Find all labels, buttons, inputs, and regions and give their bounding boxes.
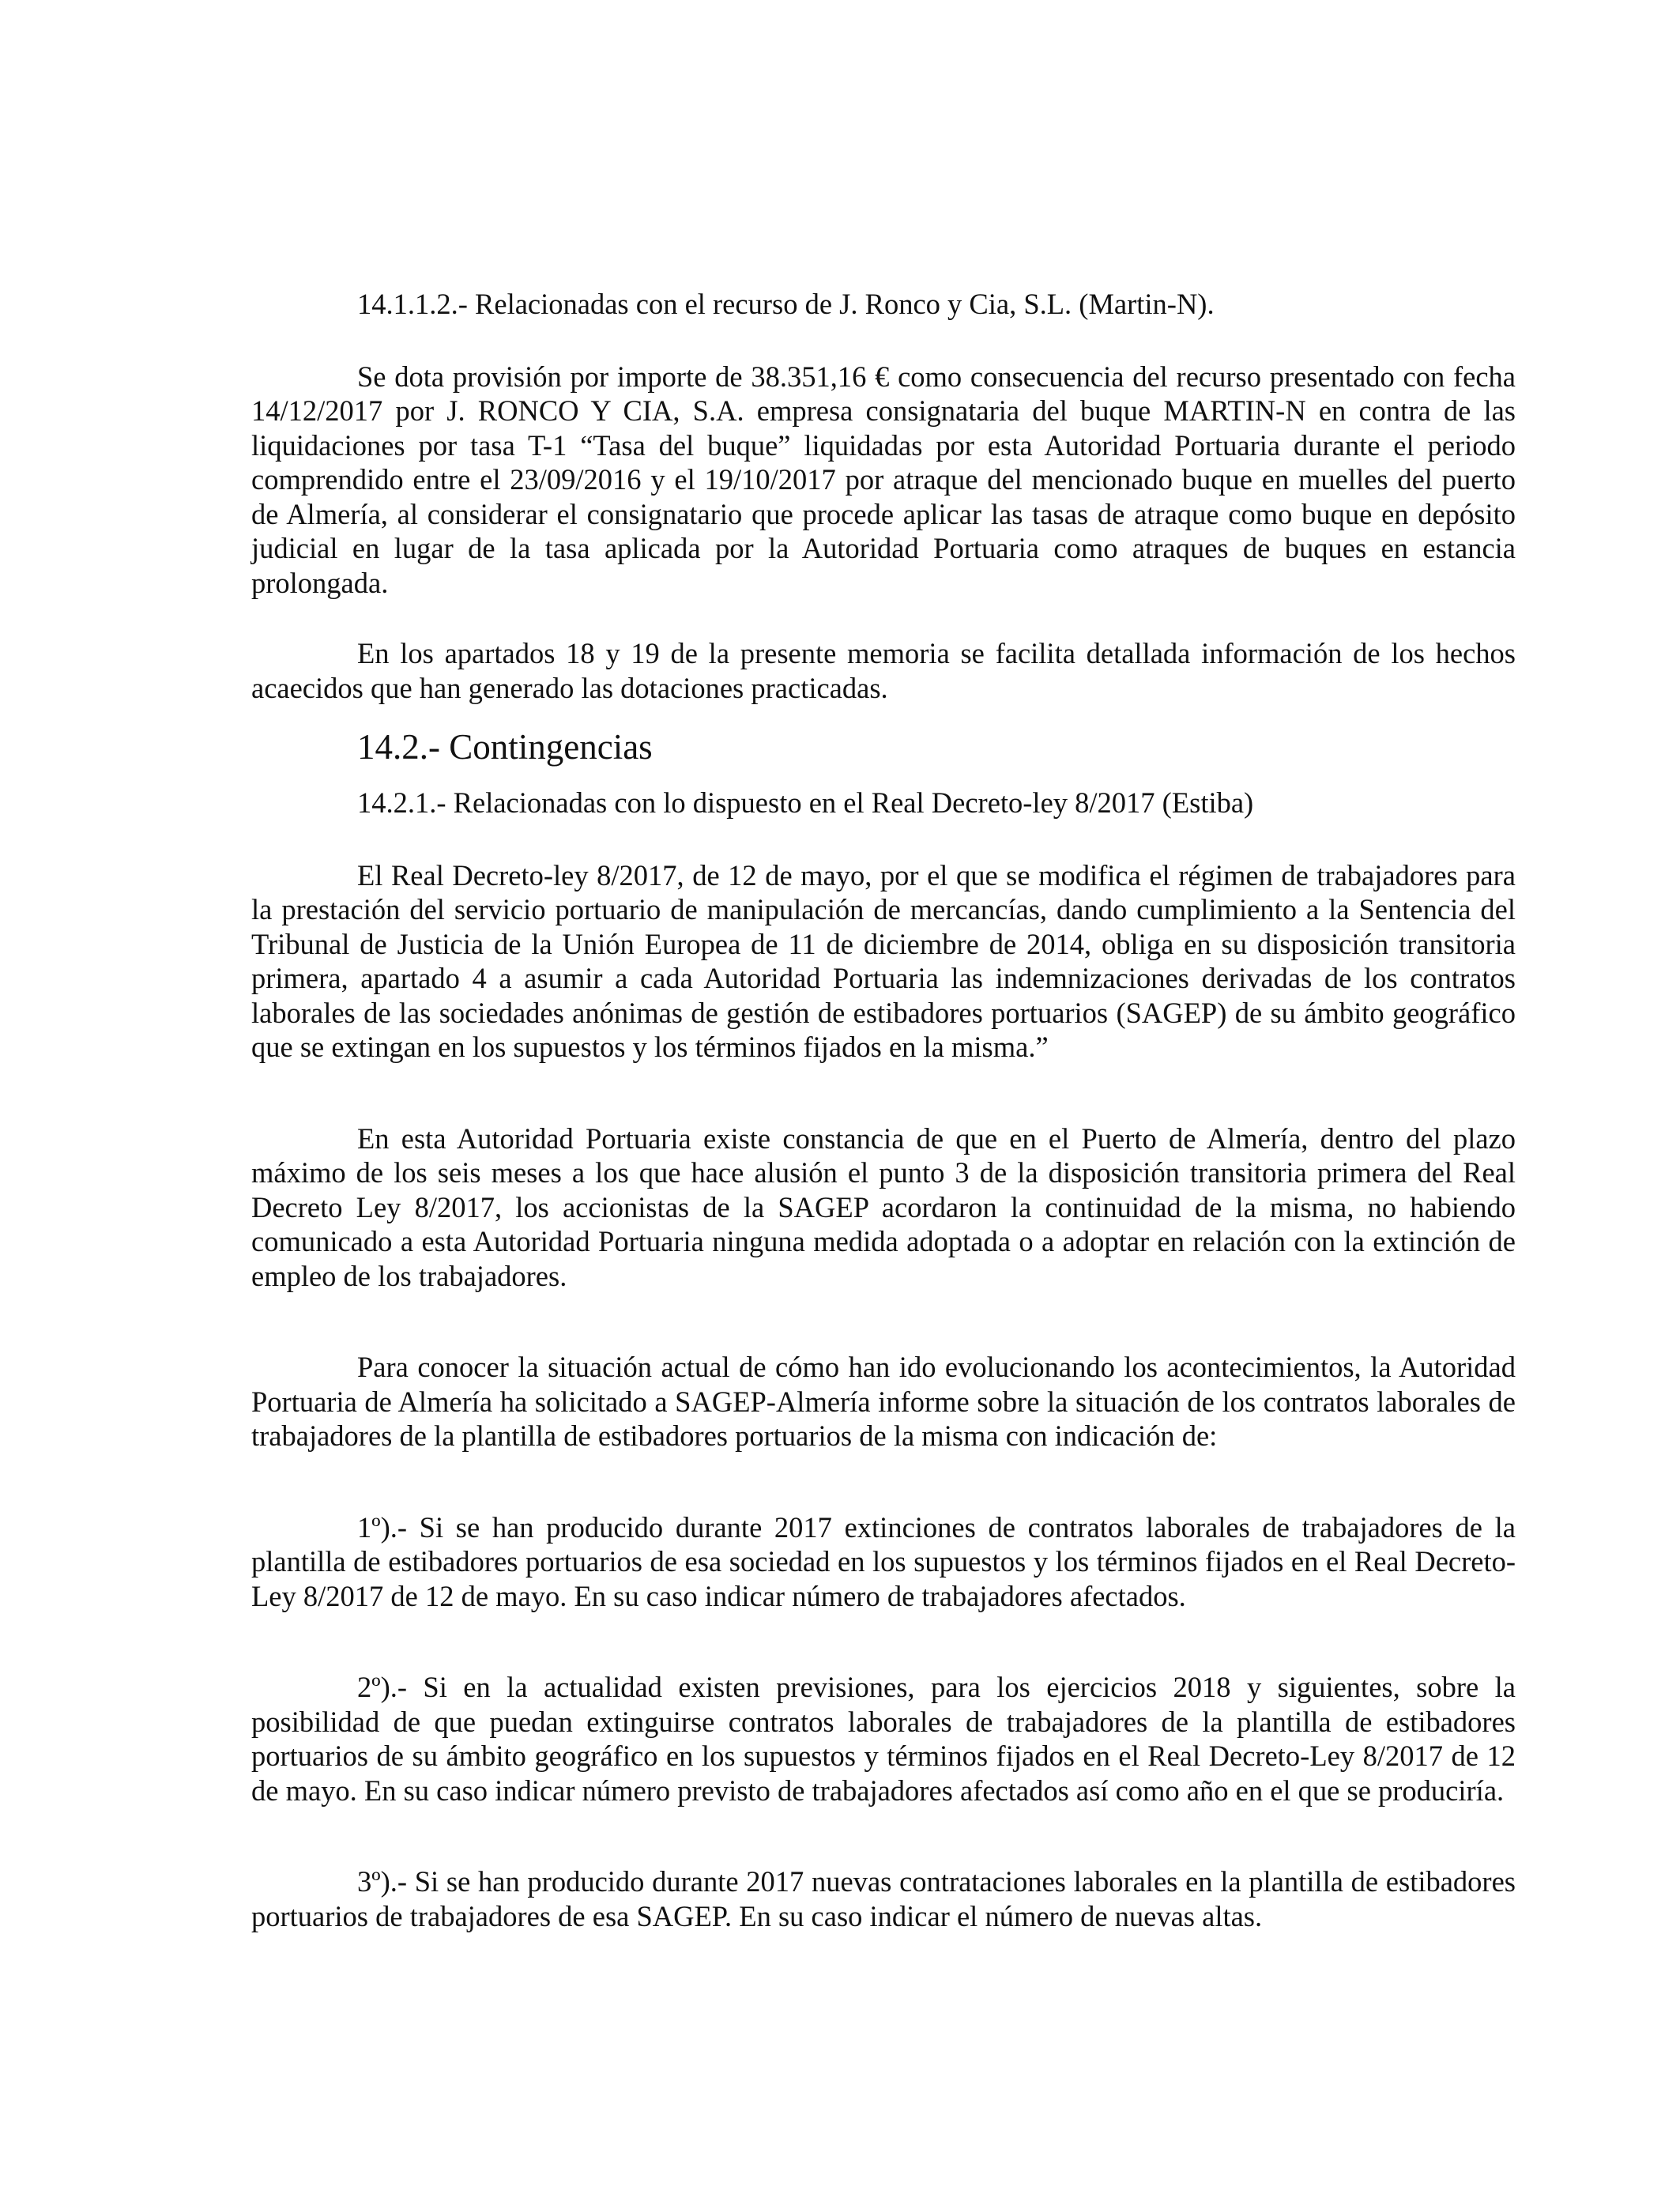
section-heading-contingencias: 14.2.- Contingencias bbox=[357, 727, 653, 767]
paragraph-constancia: En esta Autoridad Portuaria existe constancia de que en el Puerto de Almería, dentro del plazo máximo de los seis meses a los que hace alusión el punto 3 de la disposición transitoria primera del Real Decreto Ley 8/2017, los accionistas de la SAGEP acordaron la continuidad de la misma, no habiendo comunicado a esta Autoridad Portuaria ninguna medida adoptada o a adoptar en relación con la extinción de empleo de los trabajadores. bbox=[251, 1122, 1516, 1292]
sub-heading-14-1-1-2: 14.1.1.2.- Relacionadas con el recurso de J. Ronco y Cia, S.L. (Martin-N). bbox=[357, 288, 1215, 320]
paragraph-provision: Se dota provisión por importe de 38.351,16 € como consecuencia del recurso presentado con fecha 14/12/2017 por J. RONCO Y CIA, S.A. empresa consignataria del buque MARTIN-N en contra de las liquidaciones por tasa T-1 “Tasa del buque” liquidadas por esta Autoridad Portuaria durante el periodo comprendido entre el 23/09/2016 y el 19/10/2017 por atraque del mencionado buque en muelles del puerto de Almería, al considerar el consignatario que procede aplicar las tasas de atraque como buque en depósito judicial en lugar de la tasa aplicada por la Autoridad Portuaria como atraques de buques en estancia prolongada. bbox=[251, 360, 1516, 599]
paragraph-real-decreto: El Real Decreto-ley 8/2017, de 12 de mayo, por el que se modifica el régimen de trabajadores para la prestación del servicio portuario de manipulación de mercancías, dando cumplimiento a la Sentencia del Tribunal de Justicia de la Unión Europea de 11 de diciembre de 2014, obliga en su disposición transitoria primera, apartado 4 a asumir a cada Autoridad Portuaria las indemnizaciones derivadas de los contratos laborales de las sociedades anónimas de gestión de estibadores portuarios (SAGEP) de su ámbito geográfico que se extingan en los supuestos y los términos fijados en la misma.” bbox=[251, 858, 1516, 1063]
list-item-1: 1º).- Si se han producido durante 2017 extinciones de contratos laborales de trabajadores de la plantilla de estibadores portuarios de esa sociedad en los supuestos y los términos fijados en el Real Decreto-Ley 8/2017 de 12 de mayo. En su caso indicar número de trabajadores afectados. bbox=[251, 1510, 1516, 1612]
sub-heading-14-2-1: 14.2.1.- Relacionadas con lo dispuesto en el Real Decreto-ley 8/2017 (Estiba) bbox=[357, 786, 1254, 819]
paragraph-apartados: En los apartados 18 y 19 de la presente memoria se facilita detallada información de los hechos acaecidos que han generado las dotaciones practicadas. bbox=[251, 637, 1516, 704]
paragraph-situacion-actual: Para conocer la situación actual de cómo han ido evolucionando los acontecimientos, la Autoridad Portuaria de Almería ha solicitado a SAGEP-Almería informe sobre la situación de los contratos laborales de trabajadores de la plantilla de estibadores portuarios de la misma con indicación de: bbox=[251, 1351, 1516, 1452]
document-page bbox=[251, 269, 1516, 1933]
list-item-3: 3º).- Si se han producido durante 2017 nuevas contrataciones laborales en la plantilla de estibadores portuarios de trabajadores de esa SAGEP. En su caso indicar el número de nuevas altas. bbox=[251, 1865, 1516, 1932]
list-item-2: 2º).- Si en la actualidad existen previsiones, para los ejercicios 2018 y siguientes, sobre la posibilidad de que puedan extinguirse contratos laborales de trabajadores de la plantilla de estibadores portuarios de su ámbito geográfico en los supuestos y términos fijados en el Real Decreto-Ley 8/2017 de 12 de mayo. En su caso indicar número previsto de trabajadores afectados así como año en el que se produciría. bbox=[251, 1671, 1516, 1807]
